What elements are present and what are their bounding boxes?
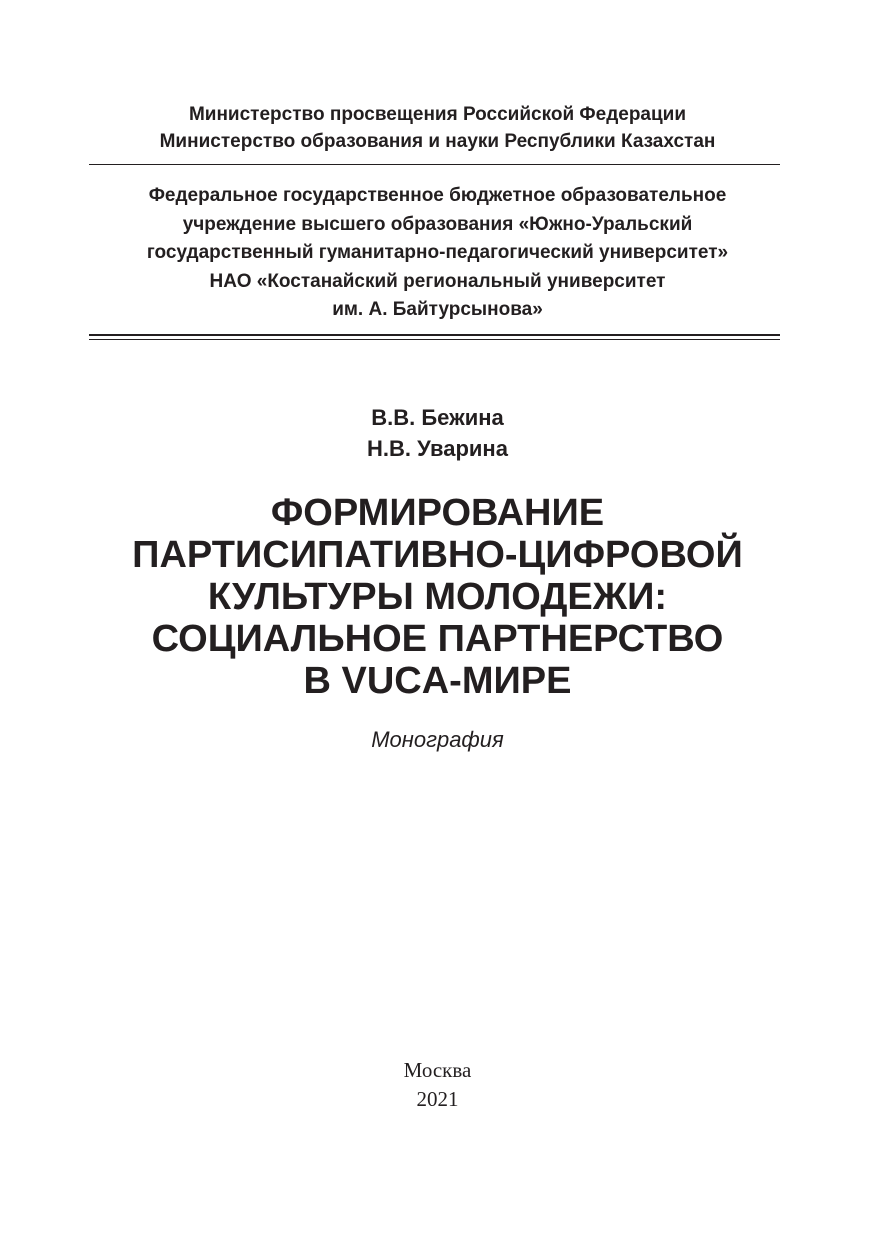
double-divider-thin [89,339,780,340]
author-name: Н.В. Уварина [367,436,508,461]
imprint-city: Москва [403,1058,472,1082]
author-name: В.В. Бежина [371,405,504,430]
institution-line: учреждение высшего образования «Южно-Уральский [182,213,693,235]
title-line: СОЦИАЛЬНОЕ ПАРТНЕРСТВО [151,618,724,660]
title-line: В VUCA-МИРЕ [303,660,572,702]
imprint-block [0,1056,875,1114]
institution-line: НАО «Костанайский региональный университет [209,270,666,292]
institution-line: государственный гуманитарно-педагогический университет» [146,242,729,263]
institution-line: им. А. Байтурсынова» [332,299,543,320]
genre-label: Монография [371,727,504,752]
ministries-block [0,101,875,155]
ministry-russia: Министерство просвещения Российской Федерации [188,104,687,125]
imprint-year: 2021 [416,1087,459,1111]
authors-block [0,402,875,464]
institution-line: Федеральное государственное бюджетное образовательное [148,185,727,206]
title-line: ПАРТИСИПАТИВНО-ЦИФРОВОЙ [132,534,743,576]
ministry-kazakhstan: Министерство образования и науки Республики Казахстан [159,131,716,152]
title-line: ФОРМИРОВАНИЕ [270,492,605,534]
book-title [0,492,875,702]
divider-line [89,164,780,165]
title-line: КУЛЬТУРЫ МОЛОДЕЖИ: [207,576,668,618]
institutions-block [0,182,875,325]
double-divider-thick [89,334,780,336]
